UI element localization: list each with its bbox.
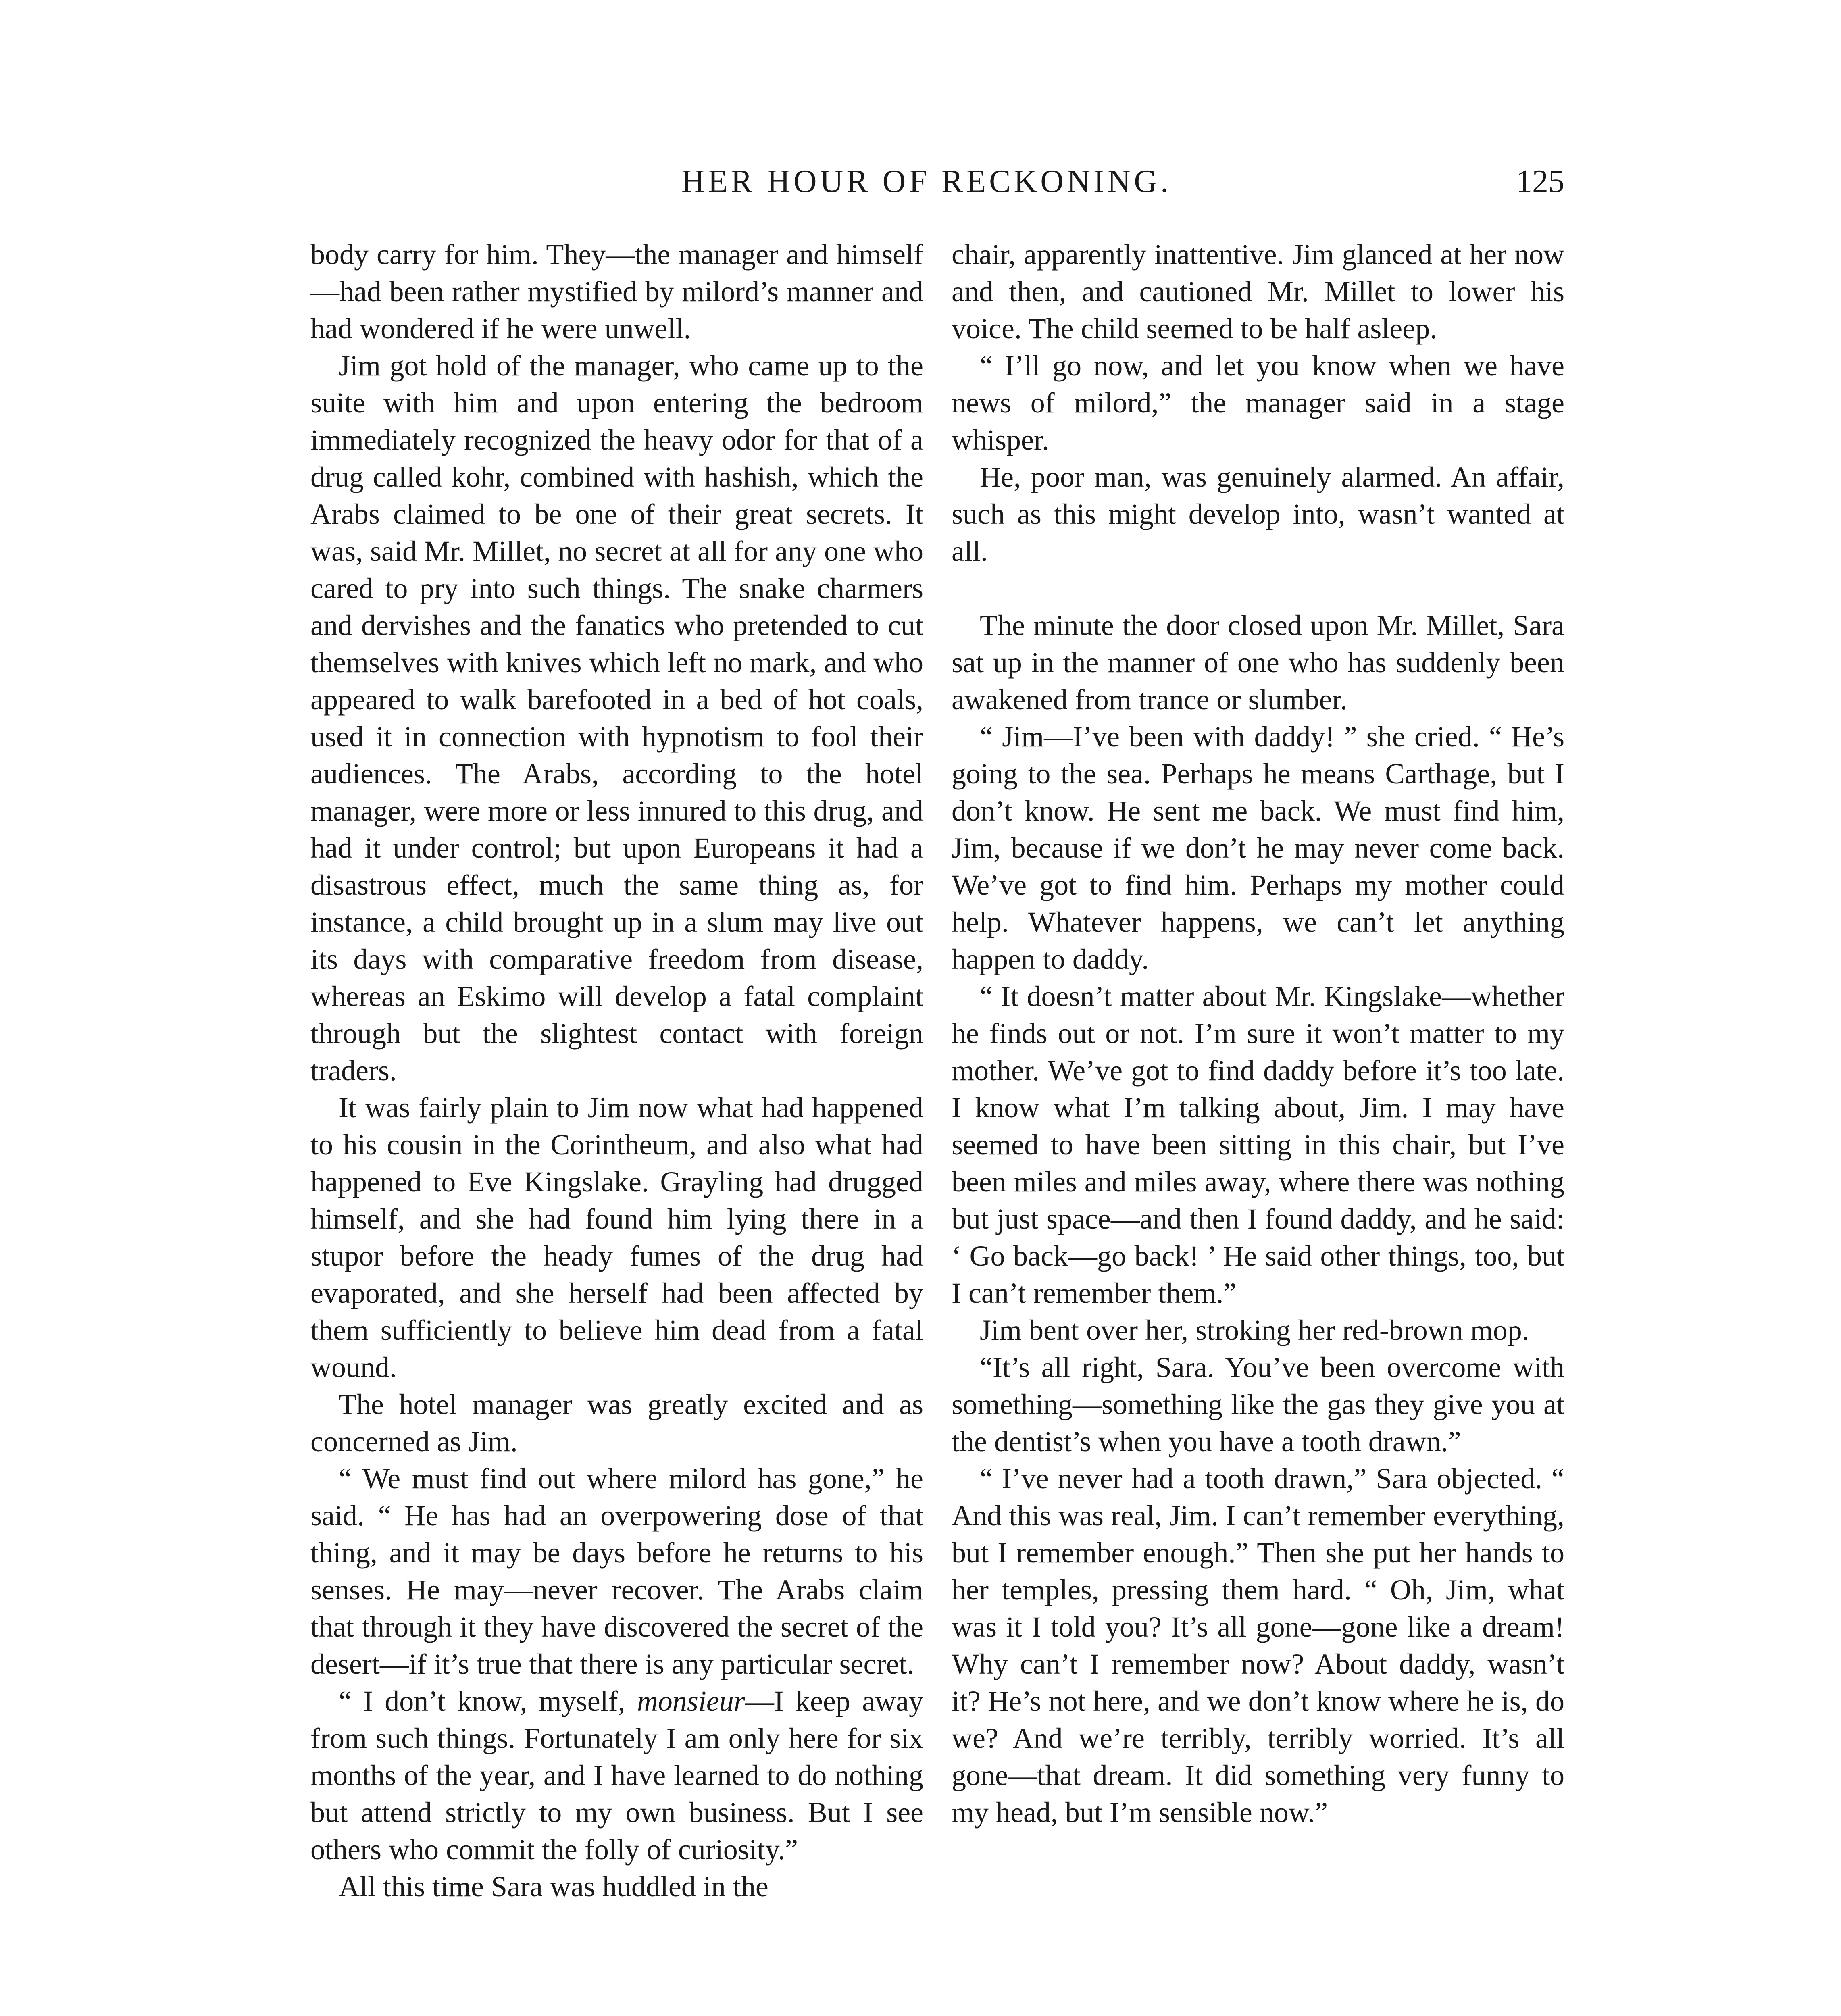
left-column [310,236,923,1905]
paragraph: Jim bent over her, stroking her red-brown mop. [980,1314,1529,1346]
paragraph: body carry for him. They—the manager and himself—had been rather mystified by milord’s manner and had wondered if he were unwell. [310,238,923,345]
paragraph: “It’s all right, Sara. You’ve been overcome with something—something like the gas they give you at the dentist’s when you have a tooth drawn.” [952,1351,1564,1458]
text-run: —I keep away from such things. Fortunately I am only here for six months of the year, and I have learned to do nothing but attend strictly to my own business. But I see others who commit the folly of curiosity.” [310,1685,923,1866]
paragraph: “ I’ve never had a tooth drawn,” Sara objected. “ And this was real, Jim. I can’t remember everything, but I remember enough.” Then she put her hands to her temples, pressing them hard. “ Oh, Jim, what was it I told you? It’s all gone—gone like a dream! Why can’t I remember now? About daddy, wasn’t it? He’s not here, and we don’t know where he is, do we? And we’re terribly, terribly worried. It’s all gone—that dream. It did something very funny to my head, but I’m sensible now.” [952,1462,1564,1829]
page-number: 125 [1516,164,1564,199]
paragraph: “ It doesn’t matter about Mr. Kingslake—whether he finds out or not. I’m sure it won’t matter to my mother. We’ve got to find daddy before it’s too late. I know what I’m talking about, Jim. I may have seemed to have been sitting in this chair, but I’ve been miles and miles away, where there was nothing but just space—and then I found daddy, and he said: ‘ Go back—go back! ’ He said other things, too, but I can’t remember them.” [952,980,1564,1309]
paragraph: The hotel manager was greatly excited and as concerned as Jim. [310,1388,923,1458]
paragraph: Jim got hold of the manager, who came up to the suite with him and upon entering the bedroom immediately recognized the heavy odor for that of a drug called kohr, combined with hashish, which the Arabs claimed to be one of their great secrets. It was, said Mr. Millet, no secret at all for any one who cared to pry into such things. The snake charmers and dervishes and the fanatics who pretended to cut themselves with knives which left no mark, and who appeared to walk barefooted in a bed of hot coals, used it in connection with hypnotism to fool their audiences. The Arabs, according to the hotel manager, were more or less innured to this drug, and had it under control; but upon Europeans it had a disastrous effect, much the same thing as, for instance, a child brought up in a slum may live out its days with comparative freedom from disease, whereas an Eskimo will develop a fatal complaint through but the slightest contact with foreign traders. [310,350,923,1087]
paragraph: The minute the door closed upon Mr. Millet, Sara sat up in the manner of one who has suddenly been awakened from trance or slumber. [952,609,1564,716]
paragraph: “ Jim—I’ve been with daddy! ” she cried. “ He’s going to the sea. Perhaps he means Carthage, but I don’t know. He sent me back. We must find him, Jim, because if we don’t he may never come back. We’ve got to find him. Perhaps my mother could help. Whatever happens, we can’t let anything happen to daddy. [952,721,1564,975]
paragraph: “ We must find out where milord has gone,” he said. “ He has had an overpowering dose of that thing, and it may be days before he returns to his senses. He may—never recover. The Arabs claim that through it they have discovered the secret of the desert—if it’s true that there is any particular secret. [310,1462,923,1680]
paragraph: chair, apparently inattentive. Jim glanced at her now and then, and cautioned Mr. Millet to lower his voice. The child seemed to be half asleep. [952,238,1564,345]
paragraph: All this time Sara was huddled in the [339,1870,768,1903]
text-run: “ I don’t know, myself, [339,1685,637,1717]
page-header [310,163,1564,212]
paragraph: He, poor man, was genuinely alarmed. An affair, such as this might develop into, wasn’t wanted at all. [952,461,1564,567]
right-column [952,236,1564,1831]
running-title: HER HOUR OF RECKONING. [681,164,1172,199]
italic-text: monsieur [637,1685,745,1717]
paragraph: “ I’ll go now, and let you know when we have news of milord,” the manager said in a stage whisper. [952,350,1564,456]
paragraph [310,1683,923,1868]
paragraph: It was fairly plain to Jim now what had happened to his cousin in the Corintheum, and also what had happened to Eve Kingslake. Grayling had drugged himself, and she had found him lying there in a stupor before the heady fumes of the drug had evaporated, and she herself had been affected by them sufficiently to believe him dead from a fatal wound. [310,1091,923,1383]
